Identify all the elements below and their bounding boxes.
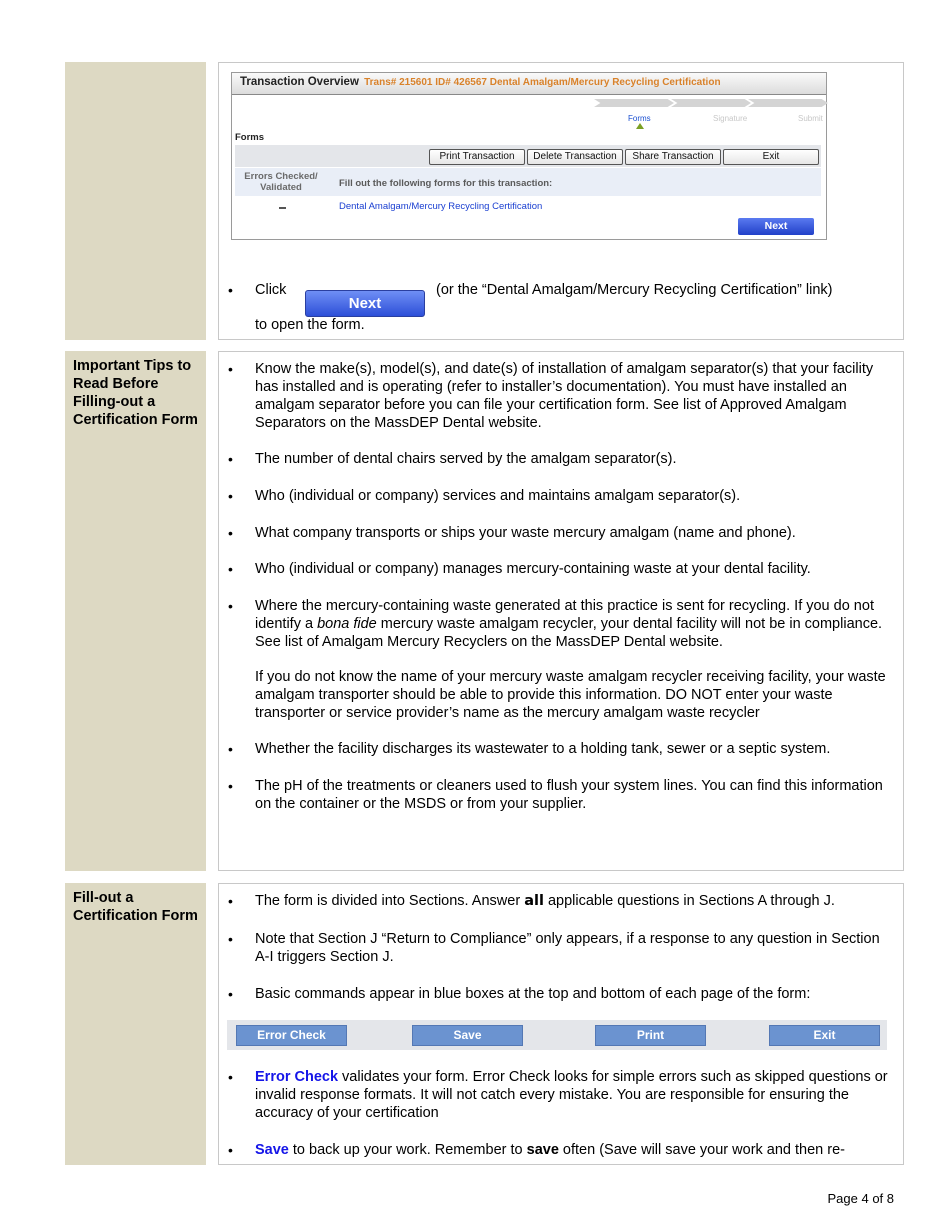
bullet-icon: • — [228, 598, 233, 614]
bullet-icon: • — [228, 1142, 233, 1158]
bullet-icon: • — [228, 488, 233, 504]
tip-waste-manager: Who (individual or company) manages mercury-containing waste at your dental facility. — [255, 561, 811, 577]
print-button[interactable]: Print — [595, 1025, 706, 1046]
tip-dental-chairs: The number of dental chairs served by the amalgam separator(s). — [255, 451, 677, 467]
error-check-button[interactable]: Error Check — [236, 1025, 347, 1046]
not-validated-dash-icon — [279, 207, 286, 209]
tips-heading: Important Tips to Read Before Filling-out a Certification Form — [73, 358, 198, 428]
overview-cell — [218, 62, 904, 340]
fillout-cell — [218, 883, 904, 1165]
tip-recycler-note: If you do not know the name of your mercury waste amalgam recycler receiving facility, your waste amalgam transporter should be able to provide this information. DO NOT enter your waste transporter or service provider’s name as the mercury amalgam waste recycler — [255, 669, 886, 721]
bullet-icon: • — [228, 778, 233, 794]
dental-amalgam-form-link[interactable]: Dental Amalgam/Mercury Recycling Certification — [339, 201, 543, 212]
fillout-section-j: Note that Section J “Return to Compliance” only appears, if a response to any question in Section A-I triggers Section J. — [255, 931, 880, 965]
fillout-commands: Basic commands appear in blue boxes at the top and bottom of each page of the form: — [255, 986, 811, 1002]
next-button-example: Next — [305, 290, 425, 317]
page-number: Page 4 of 8 — [827, 1191, 894, 1206]
fillout-sections: The form is divided into Sections. Answer all applicable questions in Sections A through J. — [255, 893, 835, 909]
save-button[interactable]: Save — [412, 1025, 523, 1046]
tip-wastewater: Whether the facility discharges its wastewater to a holding tank, sewer or a septic system. — [255, 741, 831, 757]
bullet-icon: • — [228, 361, 233, 377]
save-description: Save to back up your work. Remember to save often (Save will save your work and then re- — [255, 1142, 845, 1158]
overview-header — [232, 73, 826, 95]
bullet-icon: • — [228, 525, 233, 541]
bullet-icon: • — [228, 451, 233, 467]
bullet-icon: • — [228, 282, 233, 298]
step-forms[interactable]: Forms — [628, 114, 651, 123]
step-chevron-forms — [594, 99, 674, 107]
tip-ph: The pH of the treatments or cleaners used to flush your system lines. You can find this information on the container or the MSDS or from your supplier. — [255, 778, 883, 812]
fill-instructions: Fill out the following forms for this transaction: — [339, 178, 553, 189]
next-explanation: (or the “Dental Amalgam/Mercury Recycling Certification” link) — [436, 282, 833, 298]
bullet-icon: • — [228, 986, 233, 1002]
command-bar — [227, 1020, 887, 1050]
errors-checked-column: Errors Checked/ Validated — [244, 171, 318, 193]
bullet-icon: • — [228, 931, 233, 947]
overview-title: Transaction Overview — [240, 76, 359, 88]
tip-transporter: What company transports or ships your waste mercury amalgam (name and phone). — [255, 525, 796, 541]
forms-label: Forms — [235, 132, 265, 143]
bullet-icon: • — [228, 741, 233, 757]
share-transaction-button[interactable]: Share Transaction — [625, 149, 721, 165]
current-step-indicator-icon — [636, 123, 644, 129]
fillout-heading: Fill-out a Certification Form — [73, 890, 198, 924]
transaction-overview-screenshot — [231, 72, 827, 240]
step-chevron-signature — [671, 99, 751, 107]
tips-cell — [218, 351, 904, 871]
sidebar-cell-fillout — [65, 883, 206, 1165]
click-text: Click — [255, 282, 287, 298]
sidebar-cell-overview — [65, 62, 206, 340]
open-form-text: to open the form. — [255, 317, 365, 333]
tip-separator-info: Know the make(s), model(s), and date(s) of installation of amalgam separator(s) that your facility has installed and is operating (refer to installer’s documentation). You must have installed an amalgam separator before you can file your certification form. See list of Approved Amalgam Separators on the MassDEP Dental website. — [255, 361, 874, 431]
print-transaction-button[interactable]: Print Transaction — [429, 149, 525, 165]
delete-transaction-button[interactable]: Delete Transaction — [527, 149, 623, 165]
exit-transaction-button[interactable]: Exit — [723, 149, 819, 165]
overview-trans-info: Trans# 215601 ID# 426567 Dental Amalgam/Mercury Recycling Certification — [364, 77, 721, 88]
tip-service-maintenance: Who (individual or company) services and maintains amalgam separator(s). — [255, 488, 741, 504]
bullet-icon: • — [228, 893, 233, 909]
step-chevron-submit — [748, 99, 828, 107]
bullet-icon: • — [228, 1069, 233, 1085]
tip-recycler: Where the mercury-containing waste generated at this practice is sent for recycling. If you do not identify a bona fide mercury waste amalgam recycler, your dental facility will not be in compliance. See list of Amalgam Mercury Recyclers on the MassDEP Dental website. — [255, 598, 883, 650]
sidebar-cell-tips — [65, 351, 206, 871]
bullet-icon: • — [228, 561, 233, 577]
step-submit[interactable]: Submit — [798, 114, 823, 123]
exit-button[interactable]: Exit — [769, 1025, 880, 1046]
error-check-description: Error Check validates your form. Error Check looks for simple errors such as skipped questions or invalid response formats. It will not catch every mistake. You are responsible for ensuring the accuracy of your certification — [255, 1069, 888, 1121]
overview-next-button[interactable]: Next — [738, 218, 814, 235]
step-signature[interactable]: Signature — [713, 114, 748, 123]
